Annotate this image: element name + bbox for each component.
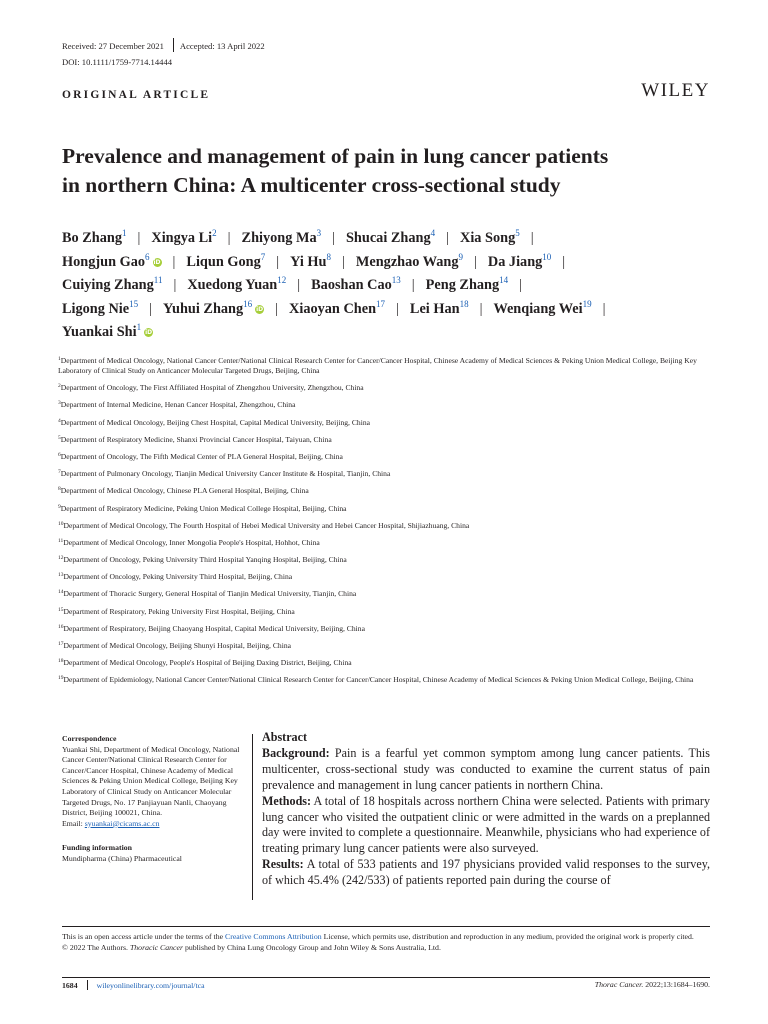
license-divider <box>62 926 710 927</box>
author[interactable]: Liqun Gong$^7$ <box>186 251 266 270</box>
article-type: ORIGINAL ARTICLE <box>62 89 211 101</box>
abstract-heading: Abstract <box>262 730 308 744</box>
affiliation-item: $^8$Department of Medical Oncology, Chinese PLA General Hospital, Beijing, China <box>58 486 309 496</box>
affiliation-item: $^{14}$Department of Thoracic Surgery, General Hospital of Tianjin Medical University, Tianjin, China <box>58 589 357 599</box>
author[interactable]: Xiaoyan Chen$^{17}$ <box>289 298 386 317</box>
author[interactable]: Da Jiang$^{10}$ <box>487 251 552 270</box>
author-row: Ligong Nie$^{15}$ | Yuhui Zhang$^{16}$iD | Xiaoyan Chen$^{17}$ | Lei Han$^{18}$ | Wenqiang Wei$^{19}$ | <box>62 298 606 317</box>
author-row: Hongjun Gao$^6$iD | Liqun Gong$^7$ | Yi Hu$^8$ | Mengzhao Wang$^9$ | Da Jiang$^{10}$ | <box>62 251 566 270</box>
correspondence-body: Yuankai Shi, Department of Medical Oncology, National Cancer Center/National Clinical Research Center for Cancer/Cancer Hospital, Chinese Academy of Medical Sciences & Peking Union Medical College, Beijing Key Laboratory of Clinical Study on Anticancer Molecular Targeted Drugs, No. 17 Panjiayuan Nanli, Chaoyang District, Beijing 100021, China. <box>62 744 240 818</box>
author[interactable]: Yi Hu$^8$ <box>290 251 332 270</box>
accepted-date: Accepted: 13 April 2022 <box>179 41 265 51</box>
funding-heading: Funding information <box>62 843 132 853</box>
license-notice: This is an open access article under the terms of the Creative Commons Attribution License, which permits use, distribution and reproduction in any medium, provided the original work is properly cited. © 2022 The Authors. Thoracic Cancer published by China Lung Oncology Group and John Wiley & Sons Australia, Ltd. <box>62 931 710 954</box>
affiliation-item: $^{15}$Department of Respiratory, Peking University First Hospital, Beijing, China <box>58 606 295 616</box>
author[interactable]: Xuedong Yuan$^{12}$ <box>187 275 287 294</box>
title-line-1: Prevalence and management of pain in lung cancer patients <box>62 144 609 168</box>
affiliation-item: $^{10}$Department of Medical Oncology, The Fourth Hospital of Hebei Medical University and Hebei Cancer Hospital, Shijiazhuang, China <box>58 520 470 530</box>
sidebar-info <box>62 734 247 865</box>
header-divider <box>173 38 174 52</box>
orcid-icon[interactable]: iD <box>153 258 161 266</box>
article-title <box>62 142 722 200</box>
author[interactable]: Xingya Li$^2$ <box>151 228 217 246</box>
affiliation-item: $^6$Department of Oncology, The Fifth Medical Center of PLA General Hospital, Beijing, China <box>58 451 343 461</box>
author[interactable]: Bo Zhang$^1$ <box>62 228 127 246</box>
author[interactable]: Yuankai Shi$^1$iD <box>62 322 153 341</box>
affiliation-item: $^1$Department of Medical Oncology, National Cancer Center/National Clinical Research Center for Cancer/Cancer Hospital, Chinese Academy of Medical Sciences & Peking Union Medical College, Beijing Key Laboratory of Clinical Study on Anticancer Molecular Targeted Drugs, Beijing, China <box>58 356 697 375</box>
author[interactable]: Cuiying Zhang$^{11}$ <box>62 275 163 294</box>
affiliation-item: $^4$Department of Medical Oncology, Beijing Chest Hospital, Capital Medical University, Beijing, China <box>58 417 370 427</box>
page-footer <box>62 980 710 990</box>
affiliation-item: $^{11}$Department of Medical Oncology, Inner Mongolia People's Hospital, Hohhot, China <box>58 537 320 547</box>
affiliation-item: $^7$Department of Pulmonary Oncology, Tianjin Medical University Cancer Institute & Hospital, Tianjin, China <box>58 469 391 479</box>
author[interactable]: Hongjun Gao$^6$iD <box>62 251 161 270</box>
author-row: Bo Zhang$^1$ | Xingya Li$^2$ | Zhiyong Ma$^3$ | Shucai Zhang$^4$ | Xia Song$^5$ | <box>62 228 534 246</box>
abstract-background: Background: Pain is a fearful yet common symptom among lung cancer patients. This multicenter, cross-sectional study was conducted to examine the current status of pain prevalence and management in lung cancer patients in northern China. <box>262 745 710 792</box>
funding-body: Mundipharma (China) Pharmaceutical <box>62 853 182 863</box>
correspondence-email-line: Email: syuankai@cicams.ac.cn <box>62 818 160 828</box>
orcid-icon[interactable]: iD <box>256 305 264 313</box>
author[interactable]: Peng Zhang$^{14}$ <box>425 275 509 294</box>
affiliation-item: $^{19}$Department of Epidemiology, National Cancer Center/National Clinical Research Center for Cancer/Cancer Hospital, Chinese Academy of Medical Sciences & Peking Union Medical College, Beijing, China <box>58 675 694 685</box>
journal-url-link[interactable]: wileyonlinelibrary.com/journal/tca <box>96 981 205 990</box>
column-divider <box>252 734 253 900</box>
author[interactable]: Baoshan Cao$^{13}$ <box>311 275 401 294</box>
publisher-logo: WILEY <box>641 80 710 101</box>
abstract-results: Results: A total of 533 patients and 197 physicians provided valid responses to the survey, of which 45.4% (242/533) of patients reported pain during the course of <box>262 857 710 888</box>
author[interactable]: Xia Song$^5$ <box>460 228 520 246</box>
author[interactable]: Ligong Nie$^{15}$ <box>62 298 139 317</box>
orcid-icon[interactable]: iD <box>145 329 153 337</box>
affiliation-item: $^{18}$Department of Medical Oncology, People's Hospital of Beijing Daxing District, Beijing, China <box>58 658 352 668</box>
affiliation-item: $^3$Department of Internal Medicine, Henan Cancer Hospital, Zhengzhou, China <box>58 400 296 410</box>
footer-divider <box>62 977 710 978</box>
affiliation-list <box>58 356 708 693</box>
abstract-methods: Methods: A total of 18 hospitals across northern China were selected. Patients with primary lung cancer who visited the outpatient clinic or were admitted in the wards on a preplanned day were invited to complete a questionnaire. Meanwhile, physicians who had experience of treating primary lung cancer patients were also surveyed. <box>262 793 710 856</box>
correspondence-heading: Correspondence <box>62 734 117 743</box>
author[interactable]: Shucai Zhang$^4$ <box>345 228 436 246</box>
affiliation-item: $^9$Department of Respiratory Medicine, Peking Union Medical College Hospital, Beijing, China <box>58 503 347 513</box>
journal-citation: Thorac Cancer. 2022;13:1684–1690. <box>594 980 710 989</box>
affiliation-item: $^{13}$Department of Oncology, Peking University Third Hospital, Beijing, China <box>58 572 293 582</box>
email-link[interactable]: syuankai@cicams.ac.cn <box>84 818 160 828</box>
cc-license-link[interactable]: Creative Commons Attribution <box>225 932 322 941</box>
author-list <box>62 227 742 345</box>
copyright-line: © 2022 The Authors. Thoracic Cancer published by China Lung Oncology Group and John Wiley & Sons Australia, Ltd. <box>62 943 441 953</box>
doi: DOI: 10.1111/1759-7714.14444 <box>62 57 173 67</box>
author[interactable]: Mengzhao Wang$^9$ <box>355 251 463 270</box>
affiliation-item: $^2$Department of Oncology, The First Affiliated Hospital of Zhengzhou University, Zhengzhou, China <box>58 383 364 393</box>
affiliation-item: $^{12}$Department of Oncology, Peking University Third Hospital Yanqing Hospital, Beijing, China <box>58 555 347 565</box>
author[interactable]: Wenqiang Wei$^{19}$ <box>493 298 592 317</box>
page-number: 1684 <box>62 981 78 990</box>
author[interactable]: Lei Han$^{18}$ <box>409 298 469 317</box>
affiliation-item: $^{17}$Department of Medical Oncology, Beijing Shunyi Hospital, Beijing, China <box>58 641 291 650</box>
author[interactable]: Yuhui Zhang$^{16}$iD <box>163 298 264 317</box>
affiliation-item: $^5$Department of Respiratory Medicine, Shanxi Provincial Cancer Hospital, Taiyuan, China <box>58 434 332 444</box>
author-row: Cuiying Zhang$^{11}$ | Xuedong Yuan$^{12}$ | Baoshan Cao$^{13}$ | Peng Zhang$^{14}$ | <box>62 275 523 294</box>
author-row <box>62 321 742 345</box>
received-accepted-line <box>62 38 265 52</box>
abstract <box>262 730 710 889</box>
received-date: Received: 27 December 2021 <box>62 41 164 51</box>
title-line-2: in northern China: A multicenter cross-sectional study <box>62 173 561 197</box>
affiliation-item: $^{16}$Department of Respiratory, Beijing Chaoyang Hospital, Capital Medical University, Beijing, China <box>58 623 365 633</box>
author[interactable]: Zhiyong Ma$^3$ <box>241 228 322 246</box>
